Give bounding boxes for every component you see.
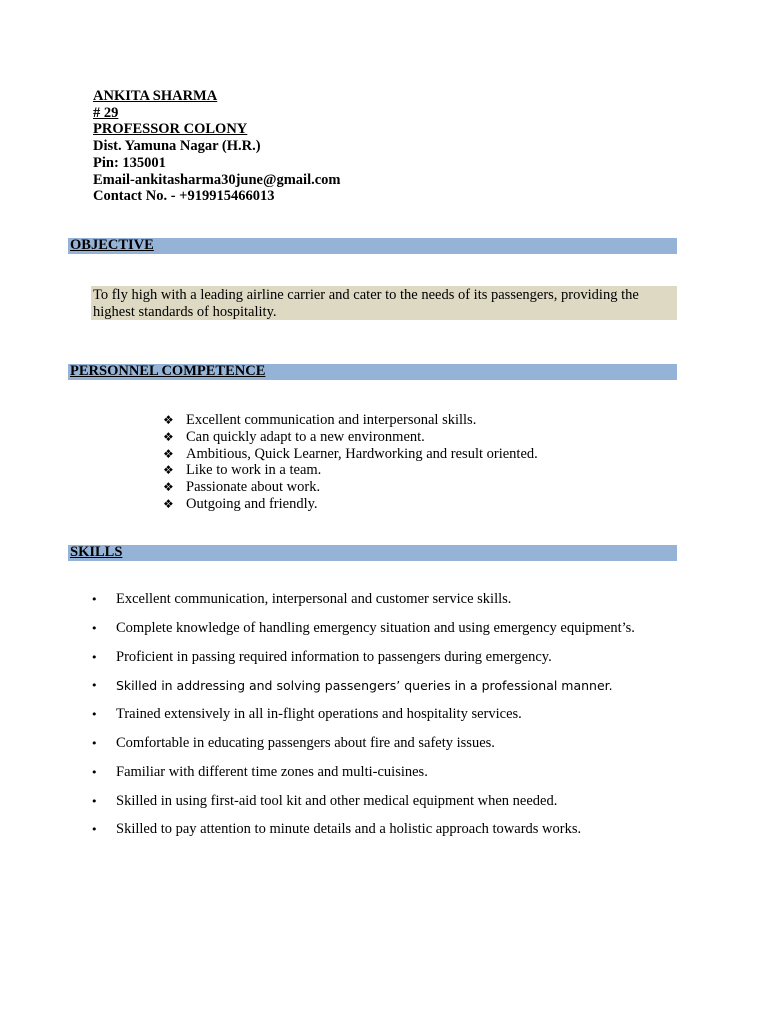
- bullet-icon: •: [91, 708, 98, 722]
- objective-section-bar: [68, 238, 677, 254]
- email: Email-ankitasharma30june@gmail.com: [93, 171, 341, 188]
- list-item: ❖ Outgoing and friendly.: [163, 495, 318, 512]
- diamond-bullet-icon: ❖: [163, 496, 174, 511]
- applicant-name: ANKITA SHARMA: [93, 88, 218, 104]
- pin-code: Pin: 135001: [93, 154, 166, 171]
- competence-heading: PERSONNEL COMPETENCE: [70, 363, 266, 379]
- house-number: # 29: [93, 104, 119, 121]
- diamond-bullet-icon: ❖: [163, 429, 174, 444]
- list-item: • Skilled in addressing and solving passengers’ queries in a professional manner.: [91, 678, 613, 694]
- bullet-icon: •: [91, 736, 98, 750]
- skills-section-bar: [68, 545, 677, 561]
- list-item: • Skilled in using first-aid tool kit and other medical equipment when needed.: [91, 792, 558, 809]
- list-item: • Complete knowledge of handling emergency situation and using emergency equipment’s.: [91, 619, 635, 636]
- list-item: ❖ Passionate about work.: [163, 479, 321, 496]
- list-item: • Trained extensively in all in-flight operations and hospitality services.: [91, 706, 522, 723]
- colony: PROFESSOR COLONY: [93, 121, 248, 138]
- contact-block: [93, 88, 341, 205]
- bullet-icon: •: [91, 679, 98, 693]
- list-item: • Excellent communication, interpersonal and customer service skills.: [91, 591, 512, 607]
- bullet-icon: •: [91, 650, 98, 664]
- competence-section-bar: [68, 364, 677, 380]
- objective-text: To fly high with a leading airline carrier and cater to the needs of its passengers, providing the highest standards of hospitality.: [93, 287, 639, 320]
- diamond-bullet-icon: ❖: [163, 446, 174, 461]
- bullet-icon: •: [91, 621, 98, 635]
- diamond-bullet-icon: ❖: [163, 463, 174, 478]
- bullet-icon: •: [91, 794, 98, 808]
- list-item: ❖ Like to work in a team.: [163, 462, 322, 479]
- diamond-bullet-icon: ❖: [163, 413, 174, 427]
- diamond-bullet-icon: ❖: [163, 480, 174, 495]
- list-item: • Skilled to pay attention to minute details and a holistic approach towards works.: [91, 821, 582, 838]
- phone: Contact No. - +919915466013: [93, 188, 275, 205]
- objective-heading: OBJECTIVE: [70, 237, 154, 253]
- list-item: ❖ Ambitious, Quick Learner, Hardworking and result oriented.: [163, 445, 538, 462]
- competence-list: [163, 412, 538, 513]
- skills-heading: SKILLS: [70, 544, 123, 560]
- list-item: • Proficient in passing required information to passengers during emergency.: [91, 648, 552, 665]
- list-item: • Comfortable in educating passengers about fire and safety issues.: [91, 734, 495, 751]
- list-item: ❖ Excellent communication and interpersonal skills.: [163, 412, 477, 428]
- district: Dist. Yamuna Nagar (H.R.): [93, 138, 261, 155]
- list-item: ❖ Can quickly adapt to a new environment.: [163, 428, 425, 445]
- objective-box: [91, 286, 677, 320]
- bullet-icon: •: [91, 593, 98, 606]
- skills-list: [91, 591, 635, 850]
- bullet-icon: •: [91, 765, 98, 779]
- bullet-icon: •: [91, 823, 98, 837]
- list-item: • Familiar with different time zones and multi-cuisines.: [91, 763, 428, 780]
